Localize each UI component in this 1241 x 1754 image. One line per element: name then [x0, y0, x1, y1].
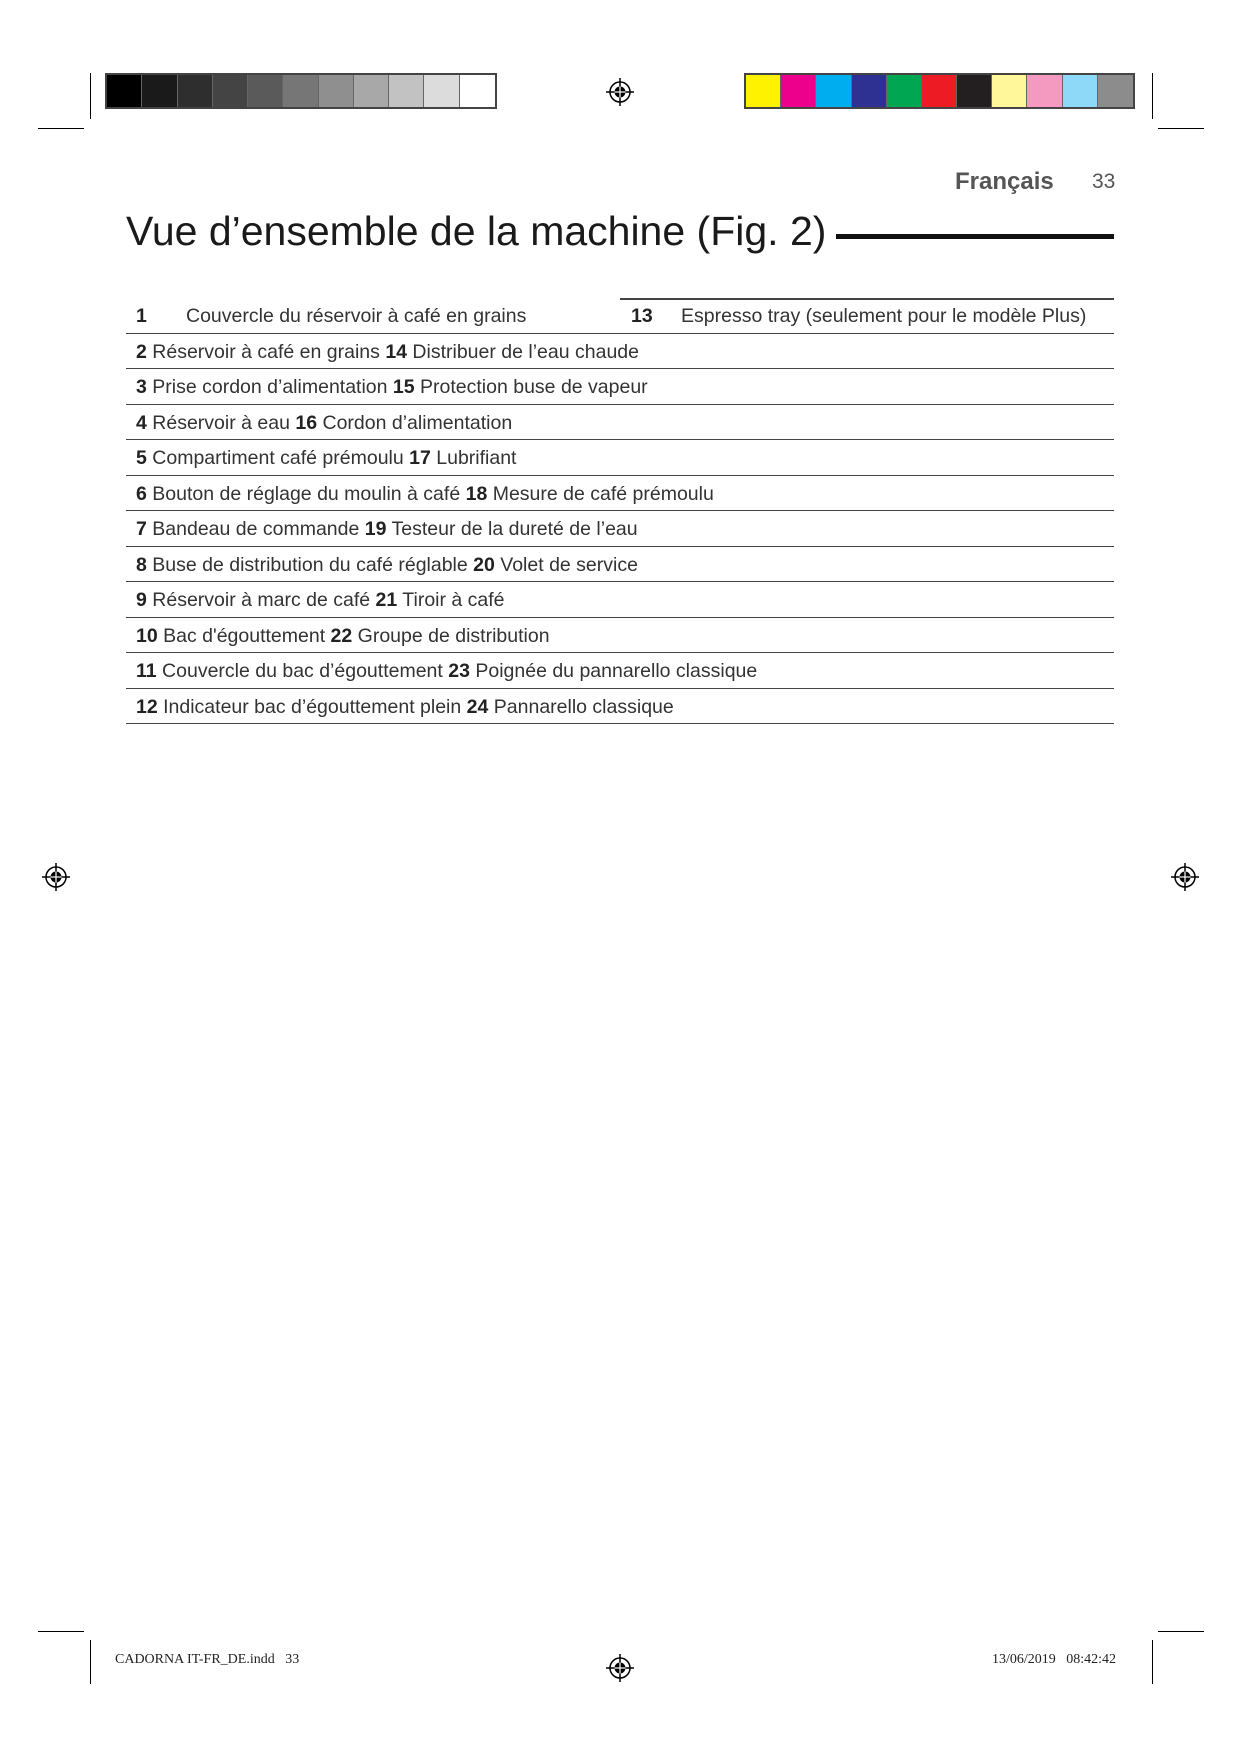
table-row — [126, 298, 1114, 334]
part-label: Bac d'égouttement — [157, 624, 331, 647]
part-number: 23 — [448, 660, 470, 682]
part-label: Couvercle du bac d’égouttement — [156, 660, 449, 682]
crop-mark-bottom-left-h — [38, 1631, 84, 1632]
color-swatch — [460, 75, 495, 107]
color-swatch — [213, 75, 248, 107]
color-swatch — [957, 75, 992, 107]
parts-table — [126, 298, 1114, 724]
color-swatch — [781, 75, 816, 107]
part-number: 14 — [385, 340, 408, 363]
footer-date: 13/06/2019 08:42:42 — [992, 1652, 1117, 1667]
part-label: Mesure de café prémoulu — [487, 482, 714, 505]
color-swatch — [354, 75, 389, 107]
crop-mark-top-right — [1152, 73, 1153, 119]
part-label: Buse de distribution du café réglable — [146, 553, 474, 576]
part-number: 10 — [136, 624, 158, 647]
page-title: Vue d’ensemble de la machine (Fig. 2) — [126, 208, 827, 254]
registration-mark-icon — [1170, 862, 1200, 892]
part-label: Volet de service — [494, 553, 638, 576]
color-swatch — [746, 75, 781, 107]
part-label: Testeur de la dureté de l’eau — [386, 518, 638, 540]
part-number: 11 — [136, 660, 157, 682]
part-label: Cordon d’alimentation — [317, 411, 513, 434]
color-swatch — [816, 75, 851, 107]
color-swatch — [852, 75, 887, 107]
crop-mark-bottom-left — [90, 1640, 91, 1684]
part-label: Couvercle du réservoir à café en grains — [186, 305, 527, 327]
crop-mark-bottom-right-h — [1158, 1631, 1204, 1632]
part-number: 22 — [330, 624, 353, 647]
grayscale-color-bar — [105, 73, 497, 109]
part-number: 3 — [136, 376, 147, 398]
part-label: Prise cordon d’alimentation — [146, 376, 393, 398]
crop-mark-top-left — [90, 73, 91, 119]
table-row — [126, 476, 1114, 512]
part-label: Tiroir à café — [397, 589, 505, 611]
part-number: 5 — [136, 447, 147, 469]
registration-mark-icon — [41, 862, 71, 892]
part-number: 12 — [136, 695, 158, 718]
part-label: Lubrifiant — [430, 447, 517, 469]
part-number: 2 — [136, 340, 147, 363]
part-number: 8 — [136, 553, 147, 576]
part-number: 19 — [364, 518, 387, 540]
part-number: 17 — [409, 447, 431, 469]
crop-mark-top-left-h — [38, 128, 84, 129]
table-row — [126, 547, 1114, 583]
color-swatch — [992, 75, 1027, 107]
crop-mark-top-right-h — [1158, 128, 1204, 129]
part-number: 20 — [473, 553, 495, 576]
color-swatch — [107, 75, 142, 107]
footer-file-name: CADORNA IT-FR_DE.indd 33 — [115, 1652, 300, 1667]
part-number: 13 — [631, 305, 653, 327]
part-number: 9 — [136, 589, 147, 611]
part-number: 1 — [136, 305, 147, 327]
part-number: 24 — [466, 695, 489, 718]
registration-mark-icon — [605, 77, 635, 107]
color-swatch — [424, 75, 459, 107]
table-row — [126, 511, 1114, 547]
page-number: 33 — [1092, 170, 1116, 193]
part-number: 4 — [136, 411, 147, 434]
part-label: Compartiment café prémoulu — [146, 447, 410, 469]
color-swatch — [319, 75, 354, 107]
part-label: Indicateur bac d’égouttement plein — [157, 695, 467, 718]
table-row — [126, 369, 1114, 405]
part-label: Réservoir à café en grains — [146, 340, 386, 363]
part-label: Espresso tray (seulement pour le modèle Plus) — [681, 305, 1087, 327]
color-swatch — [922, 75, 957, 107]
part-label: Poignée du pannarello classique — [469, 660, 758, 682]
registration-mark-icon — [605, 1653, 635, 1683]
part-label: Réservoir à marc de café — [146, 589, 376, 611]
part-label: Distribuer de l’eau chaude — [407, 340, 639, 363]
title-rule-divider — [836, 234, 1114, 239]
color-swatch — [142, 75, 177, 107]
color-swatch — [1063, 75, 1098, 107]
color-swatch — [283, 75, 318, 107]
table-row — [126, 582, 1114, 618]
color-swatch — [1098, 75, 1133, 107]
part-label: Bandeau de commande — [146, 518, 365, 540]
part-label: Groupe de distribution — [352, 624, 550, 647]
table-row — [126, 405, 1114, 441]
table-row — [126, 689, 1114, 725]
part-number: 16 — [295, 411, 318, 434]
part-number: 7 — [136, 518, 147, 540]
color-swatch — [248, 75, 283, 107]
table-row — [126, 653, 1114, 689]
part-number: 15 — [392, 376, 415, 398]
part-label: Protection buse de vapeur — [414, 376, 648, 398]
part-label: Réservoir à eau — [146, 411, 296, 434]
part-number: 6 — [136, 482, 147, 505]
part-label: Bouton de réglage du moulin à café — [146, 482, 466, 505]
color-swatch — [1027, 75, 1062, 107]
part-label: Pannarello classique — [488, 695, 674, 718]
table-row — [126, 334, 1114, 370]
color-swatch — [178, 75, 213, 107]
cmyk-color-bar — [744, 73, 1135, 109]
crop-mark-bottom-right — [1152, 1640, 1153, 1684]
part-number: 18 — [465, 482, 488, 505]
color-swatch — [389, 75, 424, 107]
language-label: Français — [955, 168, 1054, 195]
part-number: 21 — [375, 589, 398, 611]
table-row — [126, 618, 1114, 654]
table-row — [126, 440, 1114, 476]
color-swatch — [887, 75, 922, 107]
